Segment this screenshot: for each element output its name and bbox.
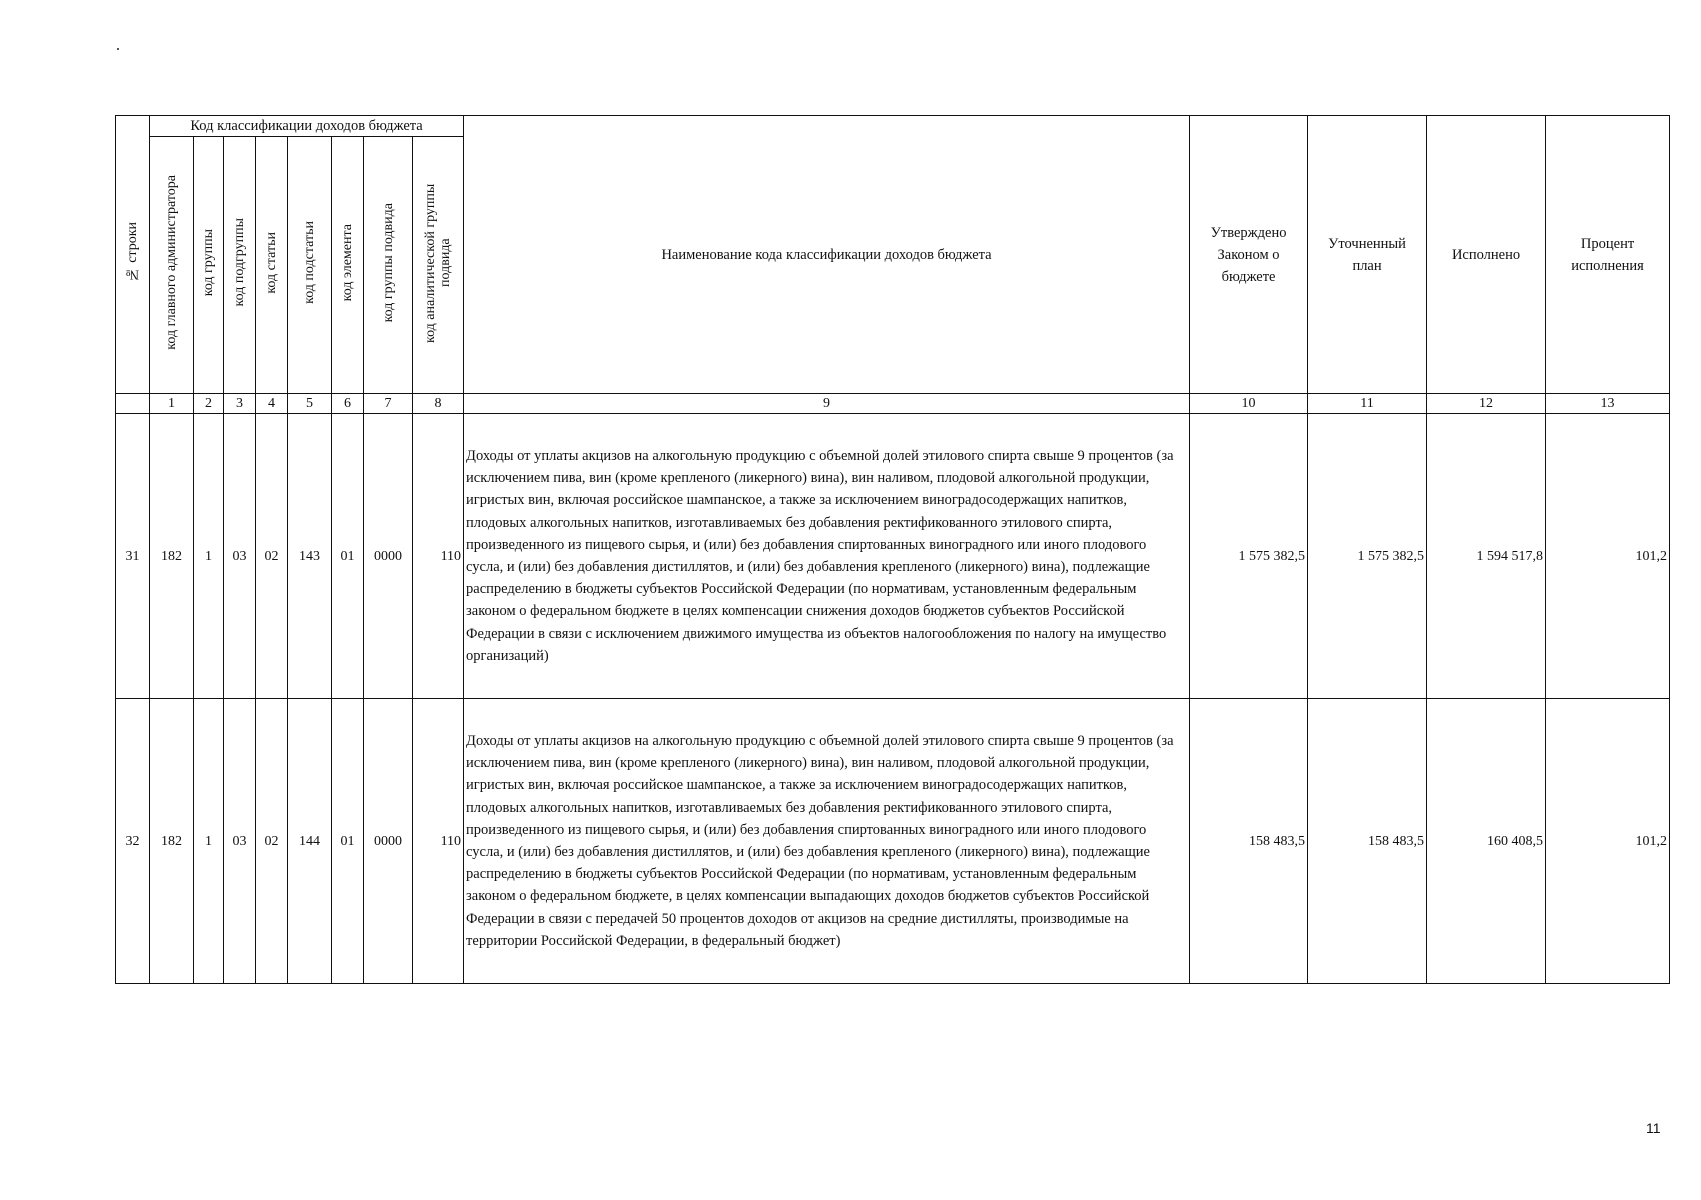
header-group-code: код группы	[194, 137, 224, 394]
column-number: 1	[150, 394, 194, 414]
header-element-code: код элемента	[332, 137, 364, 394]
admin-code: 182	[150, 414, 194, 699]
column-number: 4	[256, 394, 288, 414]
column-number: 9	[464, 394, 1190, 414]
column-number: 7	[364, 394, 413, 414]
header-classification-group: Код классификации доходов бюджета	[150, 116, 464, 137]
column-number: 5	[288, 394, 332, 414]
budget-revenue-table	[115, 115, 1670, 984]
header-name: Наименование кода классификации доходов бюджета	[464, 116, 1190, 394]
subtype-group-code: 0000	[364, 699, 413, 984]
element-code: 01	[332, 414, 364, 699]
analytic-group-code: 110	[413, 699, 464, 984]
subarticle-code: 144	[288, 699, 332, 984]
refined-amount: 1 575 382,5	[1308, 414, 1427, 699]
column-number: 11	[1308, 394, 1427, 414]
column-number-blank	[116, 394, 150, 414]
column-number: 2	[194, 394, 224, 414]
column-number: 6	[332, 394, 364, 414]
executed-amount: 1 594 517,8	[1427, 414, 1546, 699]
admin-code: 182	[150, 699, 194, 984]
header-admin-code: код главного администратора	[150, 137, 194, 394]
header-subarticle-code: код подстатьи	[288, 137, 332, 394]
table-row	[116, 414, 1670, 699]
column-number: 12	[1427, 394, 1546, 414]
subgroup-code: 03	[224, 699, 256, 984]
group-code: 1	[194, 699, 224, 984]
header-subtype-group-code: код группы подвида	[364, 137, 413, 394]
revenue-name: Доходы от уплаты акцизов на алкогольную продукцию с объемной долей этилового спирта свыше 9 процентов (за исключением пива, вин (кроме крепленого (ликерного) вина), вин наливом, плодовой алкогольной продукции, игристых вин, включая российское шампанское, а также за исключением виноградосодержащих напитков, плодовых алкогольных напитков, изготавливаемых без добавления ректификованного этилового спирта, произведенного из пищевого сырья, и (или) без добавления спиртованных виноградного или иного плодового сусла, и (или) без добавления дистиллятов, и (или) без добавления крепленого (ликерного) вина), подлежащие распределению в бюджеты субъектов Российской Федерации (по нормативам, установленным федеральным законом о федеральном бюджете в целях компенсации снижения доходов бюджетов субъектов Российской Федерации в связи с исключением движимого имущества из объектов налогообложения по налогу на имущество организаций)	[464, 414, 1190, 699]
row-number: 31	[116, 414, 150, 699]
analytic-group-code: 110	[413, 414, 464, 699]
article-code: 02	[256, 414, 288, 699]
group-code: 1	[194, 414, 224, 699]
column-number: 8	[413, 394, 464, 414]
approved-amount: 1 575 382,5	[1190, 414, 1308, 699]
revenue-name: Доходы от уплаты акцизов на алкогольную продукцию с объемной долей этилового спирта свыше 9 процентов (за исключением пива, вин (кроме крепленого (ликерного) вина), вин наливом, плодовой алкогольной продукции, игристых вин, включая российское шампанское, а также за исключением виноградосодержащих напитков, плодовых алкогольных напитков, изготавливаемых без добавления ректификованного этилового спирта, произведенного из пищевого сырья, и (или) без добавления спиртованных виноградного или иного плодового сусла, и (или) без добавления дистиллятов, и (или) без добавления крепленого (ликерного) вина), подлежащие распределению в бюджеты субъектов Российской Федерации (по нормативам, установленным федеральным законом о федеральном бюджете, в целях компенсации выпадающих доходов бюджетов субъектов Российской Федерации в связи с передачей 50 процентов доходов от акцизов на средние дистилляты, производимые на территории Российской Федерации, в федеральный бюджет)	[464, 699, 1190, 984]
row-number: 32	[116, 699, 150, 984]
header-refined: Уточненный план	[1308, 116, 1427, 394]
article-code: 02	[256, 699, 288, 984]
refined-amount: 158 483,5	[1308, 699, 1427, 984]
column-numbers-row	[116, 394, 1670, 414]
approved-amount: 158 483,5	[1190, 699, 1308, 984]
column-number: 10	[1190, 394, 1308, 414]
header-executed: Исполнено	[1427, 116, 1546, 394]
page-number: 11	[1646, 1120, 1661, 1136]
header-percent: Процент исполнения	[1546, 116, 1670, 394]
header-row-group	[116, 116, 1670, 137]
header-analytic-group-code: код аналитической группы подвида	[413, 137, 464, 394]
subgroup-code: 03	[224, 414, 256, 699]
table-row	[116, 699, 1670, 984]
subtype-group-code: 0000	[364, 414, 413, 699]
column-number: 3	[224, 394, 256, 414]
executed-amount: 160 408,5	[1427, 699, 1546, 984]
execution-percent: 101,2	[1546, 414, 1670, 699]
column-number: 13	[1546, 394, 1670, 414]
execution-percent: 101,2	[1546, 699, 1670, 984]
subarticle-code: 143	[288, 414, 332, 699]
element-code: 01	[332, 699, 364, 984]
header-approved: Утверждено Законом о бюджете	[1190, 116, 1308, 394]
header-row-number: № строки	[116, 116, 150, 394]
header-subgroup-code: код подгруппы	[224, 137, 256, 394]
scan-speck	[117, 48, 119, 50]
header-article-code: код статьи	[256, 137, 288, 394]
